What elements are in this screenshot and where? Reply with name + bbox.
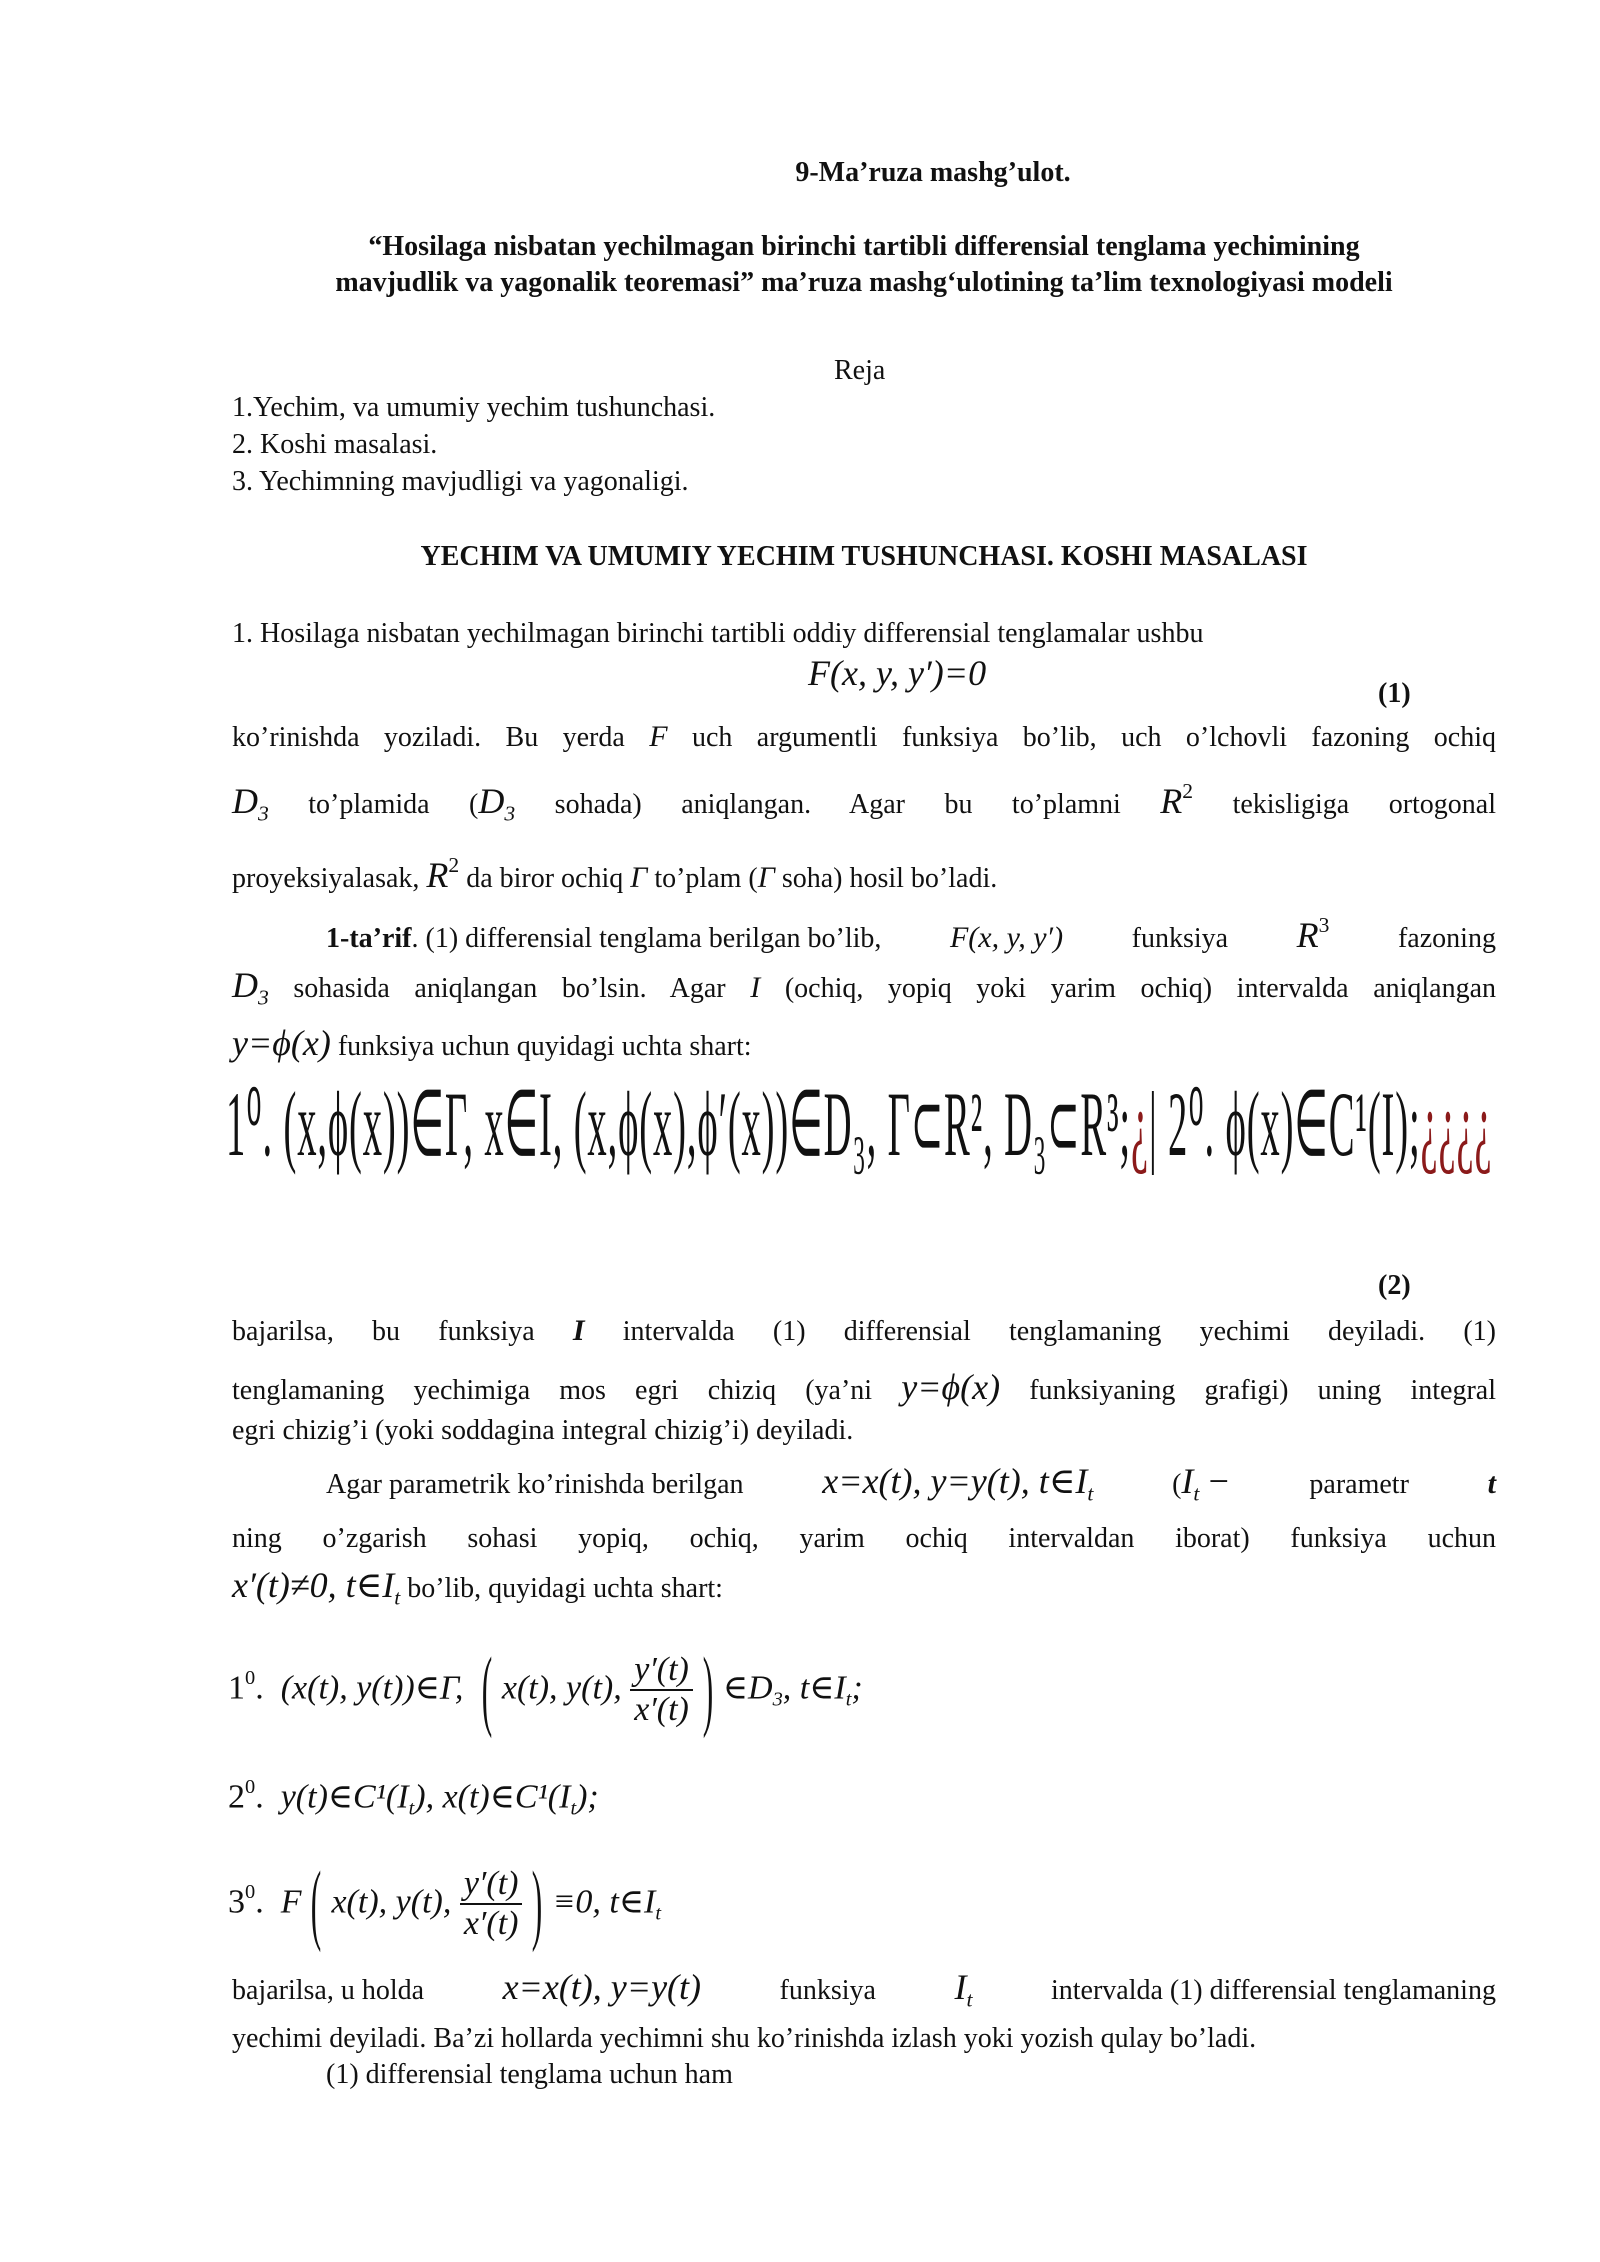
text: funksiya uchun quyidagi uchta shart:: [337, 1031, 752, 1062]
formula: ), x(t)∈C¹(I: [414, 1778, 571, 1816]
math-y-phi-x: y=ϕ(x): [232, 1023, 331, 1063]
formula: ≡0, t∈I: [552, 1883, 656, 1921]
symbol: R: [426, 855, 449, 896]
text: funksiya: [1131, 923, 1229, 955]
fraction: [630, 1651, 693, 1729]
math-It: [954, 1967, 973, 2017]
condition-3: $3^0$. F ( x(t), y(t), $\frac{y'(t)}{x'(t)}$ ) ≡0, $t\in I_t$: [228, 1854, 662, 1954]
text: intervalda (1) differensial tenglamaning: [1050, 1975, 1496, 2006]
fraction: [460, 1865, 523, 1943]
text: fazoning: [1397, 923, 1496, 955]
text: tekisligiga ortogonal: [1232, 789, 1497, 821]
text: uch argumentli funksiya bo’lib, uch o’lchovli fazoning ochiq: [691, 722, 1496, 753]
text: da biror ochiq: [466, 863, 624, 895]
superscript: 2: [1182, 779, 1194, 803]
section-title: YECHIM VA UMUMIY YECHIM TUSHUNCHASI. KOSHI MASALASI: [420, 541, 1308, 572]
symbol: I: [1181, 1461, 1194, 1501]
definition-1: [232, 908, 1496, 956]
paragraph-7: [232, 1023, 752, 1064]
subtitle-line-1: “Hosilaga nisbatan yechilmagan birinchi tartibli differensial tenglama yechimining: [368, 231, 1360, 262]
paragraph-13: [232, 1565, 723, 1615]
index: 3: [228, 1883, 245, 1921]
formula: F: [280, 1883, 302, 1921]
math-xprime: [232, 1565, 401, 1610]
formula: (x(t), y(t))∈Γ,: [280, 1669, 464, 1707]
text: ko’rinishda yoziladi. Bu yerda: [232, 722, 625, 753]
formula: y(t)∈C¹(I: [280, 1778, 409, 1816]
symbol: D: [478, 781, 505, 822]
text: proyeksiyalasak,: [232, 863, 420, 895]
plan-title: Reja: [834, 355, 886, 386]
subscript: t: [1087, 1481, 1094, 1506]
formula: );: [576, 1778, 599, 1816]
subscript: t: [408, 1797, 415, 1820]
paragraph-6: [232, 965, 1497, 1015]
math-It: [1181, 1461, 1200, 1506]
plan-item-3: 3. Yechimning mavjudligi va yagonaligi.: [232, 466, 689, 497]
equation-1-number: (1): [1378, 678, 1411, 709]
math-R2: [426, 855, 459, 895]
subscript: t: [570, 1797, 577, 1820]
subscript: t: [966, 1987, 973, 2012]
math-R3: [1296, 908, 1330, 956]
text: intervalda (1) differensial tenglamaning yechimi deyiladi. (1): [622, 1316, 1497, 1347]
text: to’plamida (: [308, 789, 479, 821]
symbol: R: [1160, 781, 1183, 822]
text: funksiyaning grafigi) uning integral: [1029, 1375, 1497, 1406]
paragraph-1: 1. Hosilaga nisbatan yechilmagan birinchi tartibli oddiy differensial tenglamalar ushbu: [232, 618, 1204, 649]
paragraph-2: [232, 720, 1496, 755]
condition-1: $1^0$. (x(t), y(t))∈Γ, ( x(t), y(t), $\frac{y'(t)}{x'(t)}$ ) $\in D_3$, $t\in I_t$;: [228, 1640, 863, 1740]
paragraph-10: egri chizig’i (yoki soddagina integral chizig’i) deyiladi.: [232, 1415, 854, 1446]
formula: x=x(t), y=y(t), t∈I: [822, 1461, 1088, 1501]
superscript: 3: [1318, 913, 1330, 937]
math-D3: [232, 965, 269, 1010]
text: sohasida aniqlangan bo’lsin. Agar: [293, 973, 726, 1004]
subscript: t: [394, 1585, 401, 1610]
text: (ochiq, yopiq yoki yarim ochiq) intervalda aniqlangan: [784, 973, 1497, 1004]
subscript: 3: [258, 985, 269, 1010]
symbol: D: [232, 965, 258, 1005]
numerator: y′(t): [630, 1651, 693, 1691]
text: soha) hosil bo’ladi.: [781, 863, 998, 895]
plan-item-1: 1.Yechim, va umumiy yechim tushunchasi.: [232, 392, 716, 423]
subscript: t: [1193, 1481, 1200, 1506]
text: (: [1172, 1469, 1182, 1500]
text: Agar parametrik ko’rinishda berilgan: [326, 1469, 744, 1500]
math-I: I: [572, 1314, 585, 1347]
index: 2: [228, 1778, 245, 1816]
lecture-title: 9-Ma’ruza mashg’ulot.: [795, 157, 1071, 188]
definition-label: 1-ta’rif: [326, 923, 412, 955]
paragraph-9: [232, 1367, 1497, 1408]
index: 1: [228, 1669, 245, 1707]
paragraph-12: ning o’zgarish sohasi yopiq, ochiq, yarim ochiq intervaldan iborat) funksiya uchun: [232, 1523, 1496, 1554]
formula: x(t), y(t),: [331, 1883, 452, 1921]
formula: x(t), y(t),: [501, 1669, 622, 1707]
paragraph-8: [232, 1314, 1496, 1349]
paragraph-4: [232, 848, 997, 896]
symbol: D: [232, 781, 258, 822]
superscript: 2: [448, 853, 460, 877]
formula-broken-glyph: ¿: [1130, 1073, 1149, 1175]
math-D3: [478, 781, 516, 826]
paragraph-14: [232, 1967, 1496, 2017]
math-y-phi-x: y=ϕ(x): [901, 1367, 1001, 1407]
formula: , t∈I: [782, 1669, 846, 1707]
formula-main: 1⁰. (x,ϕ(x))∈Γ, x∈I, (x,ϕ(x),ϕ′(x))∈D₃, Γ⊂R², D₃⊂R³;: [226, 1073, 1131, 1175]
math-param-eq: x=x(t), y=y(t): [502, 1967, 702, 2007]
math-gamma: Γ: [757, 861, 775, 895]
formula: x′(t)≠0, t∈I: [232, 1565, 395, 1605]
denominator: x′(t): [634, 1691, 689, 1729]
text: . (1) differensial tenglama berilgan bo’lib,: [411, 923, 882, 955]
condition-2: $2^0$. $y(t)\in C^1(I_t)$, $x(t)\in C^1(I_t)$;: [228, 1776, 599, 1820]
math-D3: [232, 781, 269, 826]
math-param-eq: [822, 1461, 1094, 1511]
symbol: I: [954, 1967, 967, 2007]
paren-It: ($I_t$ −: [1172, 1461, 1231, 1506]
subtitle-line-2: mavjudlik va yagonalik teoremasi” ma’ruza mashg‘ulotining ta’lim texnologiyasi modeli: [335, 267, 1393, 298]
text: [232, 922, 881, 956]
formula-broken-glyphs: ¿¿¿¿: [1420, 1073, 1493, 1175]
paragraph-15: yechimi deyiladi. Ba’zi hollarda yechimni shu ko’rinishda izlash yoki yozish qulay bo’ladi.: [232, 2023, 1257, 2054]
math-F-xyy: F(x, y, y′): [949, 921, 1064, 955]
paragraph-16: (1) differensial tenglama uchun ham: [326, 2059, 733, 2090]
text: bo’lib, quyidagi uchta shart:: [407, 1573, 723, 1604]
subscript: 3: [258, 801, 269, 826]
plan-item-2: 2. Koshi masalasi.: [232, 429, 438, 460]
math-F: F: [649, 720, 668, 753]
equation-1: F(x, y, y′)=0: [808, 653, 987, 693]
subscript: t: [845, 1688, 852, 1711]
text: parametr: [1309, 1469, 1409, 1500]
equation-2-number: (2): [1378, 1270, 1411, 1301]
text: to’plam (: [654, 863, 758, 895]
text: funksiya: [779, 1975, 876, 2006]
math-t: t: [1487, 1467, 1496, 1500]
condition-formula-2: [226, 1070, 1600, 1270]
text: tenglamaning yechimiga mos egri chiziq (ya’ni: [232, 1375, 873, 1406]
numerator: y′(t): [460, 1865, 523, 1905]
text: sohada) aniqlangan. Agar bu to’plamni: [554, 789, 1121, 821]
subscript: 3: [504, 801, 516, 826]
math-R2: [1160, 781, 1193, 821]
symbol: R: [1296, 915, 1319, 956]
text: bajarilsa, u holda: [232, 1975, 425, 2006]
math-gamma: Γ: [630, 861, 648, 895]
paragraph-11: [232, 1461, 1496, 1511]
denominator: x′(t): [463, 1905, 519, 1943]
subscript: t: [655, 1902, 662, 1925]
formula: ∈D: [722, 1669, 773, 1707]
paragraph-3: [232, 774, 1496, 831]
text: bajarilsa, bu funksiya: [232, 1316, 535, 1347]
formula-mid: | 2⁰. ϕ(x)∈C¹(I);: [1148, 1073, 1421, 1175]
math-I: I: [750, 971, 761, 1004]
formula-text: [226, 1070, 1492, 1177]
